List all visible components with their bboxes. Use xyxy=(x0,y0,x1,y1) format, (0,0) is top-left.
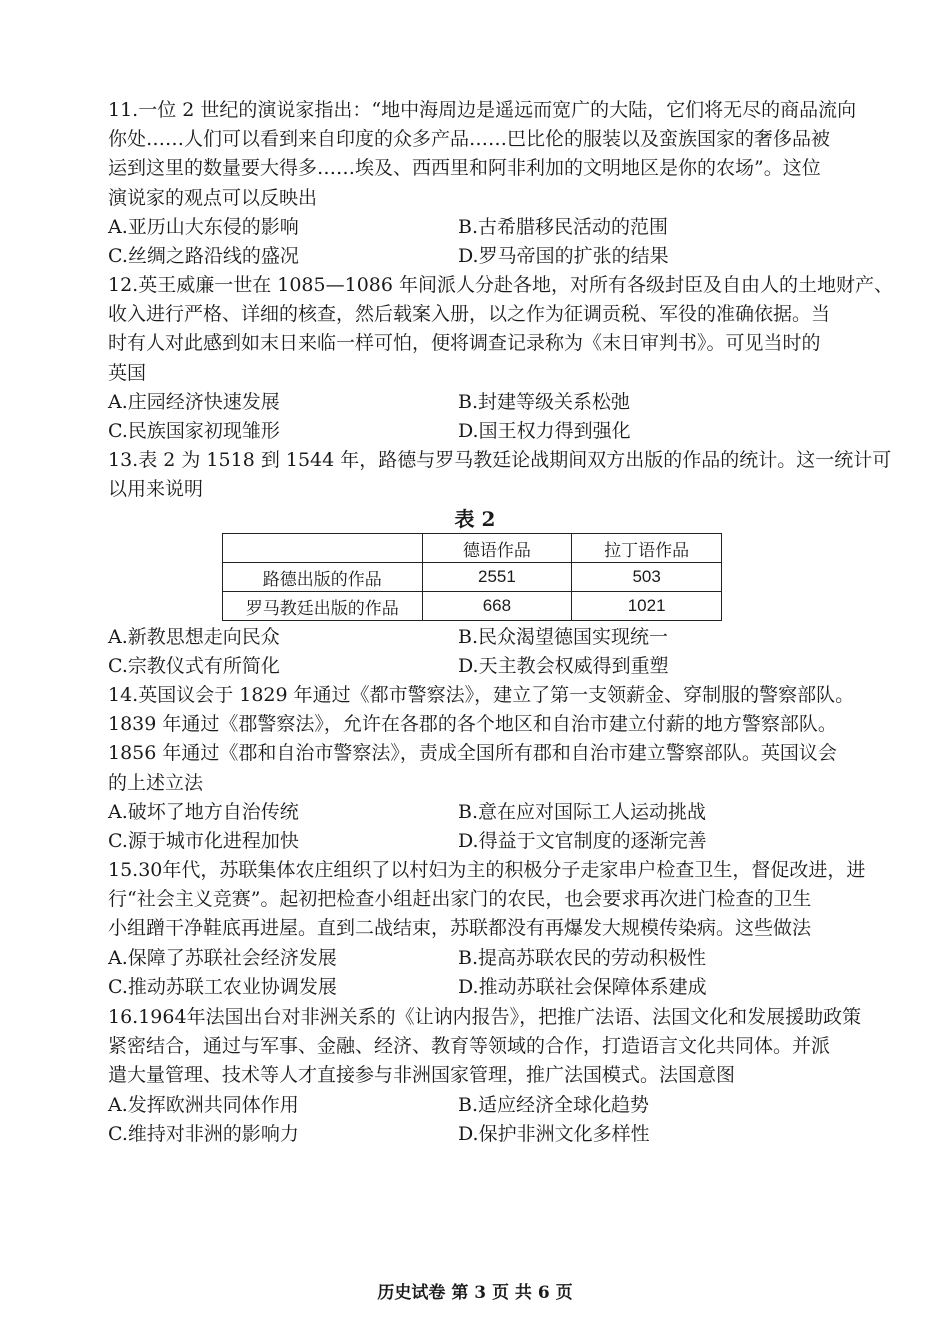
question-13-line-1: 13.表 2 为 1518 到 1544 年，路德与罗马教廷论战期间双方出版的作品的统计。这一统计可 xyxy=(108,449,892,471)
question-11-line-1: 11.一位 2 世纪的演说家指出：“地中海周边是遥远而宽广的大陆，它们将无尽的商品流向 xyxy=(108,99,857,121)
question-16-options-row-2 xyxy=(108,1120,868,1149)
question-11 xyxy=(108,96,868,271)
question-15-option-a: A.保障了苏联社会经济发展 xyxy=(108,946,337,969)
question-16-option-c: C.维持对非洲的影响力 xyxy=(108,1122,299,1145)
question-15-options-row-1 xyxy=(108,944,868,973)
table-row xyxy=(223,563,722,592)
question-13-option-c: C.宗教仪式有所简化 xyxy=(108,655,280,678)
table-header-german: 德语作品 xyxy=(422,534,572,563)
table-cell-latin: 503 xyxy=(572,563,722,592)
question-12-line-1: 12.英王威廉一世在 1085—1086 年间派人分赴各地，对所有各级封臣及自由人的土地财产、 xyxy=(108,274,894,296)
question-14-option-c: C.源于城市化进程加快 xyxy=(108,830,299,852)
question-11-line-2: 你处……人们可以看到来自印度的众多产品……巴比伦的服装以及蛮族国家的奢侈品被 xyxy=(108,128,831,151)
table-row-label: 罗马教廷出版的作品 xyxy=(223,592,423,621)
table-row xyxy=(223,592,722,621)
question-14-line-1: 14.英国议会于 1829 年通过《都市警察法》，建立了第一支领薪金、穿制服的警察部队。 xyxy=(108,684,855,706)
question-14-line-3: 1856 年通过《郡和自治市警察法》，责成全国所有郡和自治市建立警察部队。英国议会 xyxy=(108,742,837,765)
question-15-option-d: D.推动苏联社会保障体系建成 xyxy=(458,975,707,998)
question-12-options-row-2 xyxy=(108,417,868,446)
question-16 xyxy=(108,1003,868,1149)
page-footer: 历史试卷 第 3 页 共 6 页 xyxy=(377,1283,573,1303)
question-13-options xyxy=(108,623,868,681)
question-12-line-2: 收入进行严格、详细的核查，然后载案入册，以之作为征调贡税、军役的准确依据。当 xyxy=(108,303,831,326)
question-16-option-b: B.适应经济全球化趋势 xyxy=(458,1093,650,1116)
question-11-line-4: 演说家的观点可以反映出 xyxy=(108,186,318,209)
question-16-line-3: 遣大量管理、技术等人才直接参与非洲国家管理，推广法国模式。法国意图 xyxy=(108,1064,736,1087)
question-14-options-row-1 xyxy=(108,798,868,827)
question-16-line-2: 紧密结合，通过与军事、金融、经济、教育等领域的合作，打造语言文化共同体。并派 xyxy=(108,1035,831,1058)
question-16-options-row-1 xyxy=(108,1091,868,1120)
table-header-row xyxy=(223,534,722,563)
question-14-options-row-2 xyxy=(108,827,868,856)
question-12-option-d: D.国王权力得到强化 xyxy=(458,420,631,442)
table-2-title: 表 2 xyxy=(454,507,496,531)
question-14-option-b: B.意在应对国际工人运动挑战 xyxy=(458,800,707,823)
table-2 xyxy=(222,533,722,621)
question-13-option-b: B.民众渴望德国实现统一 xyxy=(458,626,669,648)
table-header-latin: 拉丁语作品 xyxy=(572,534,722,563)
question-15-option-c: C.推动苏联工农业协调发展 xyxy=(108,975,337,998)
question-12-option-c: C.民族国家初现雏形 xyxy=(108,420,280,442)
question-11-option-c: C.丝绸之路沿线的盛况 xyxy=(108,245,299,267)
question-11-line-3: 运到这里的数量要大得多……埃及、西西里和阿非利加的文明地区是你的农场”。这位 xyxy=(108,157,821,180)
question-11-option-a: A.亚历山大东侵的影响 xyxy=(108,215,299,238)
question-12 xyxy=(108,271,894,446)
question-11-option-d: D.罗马帝国的扩张的结果 xyxy=(458,245,669,267)
question-13-options-row-2 xyxy=(108,652,868,681)
table-cell-german: 2551 xyxy=(422,563,572,592)
question-14-option-a: A.破坏了地方自治传统 xyxy=(108,800,299,823)
question-15-line-1: 15.30年代，苏联集体农庄组织了以村妇为主的积极分子走家串户检查卫生，督促改进，进 xyxy=(108,859,866,881)
question-14-option-d: D.得益于文官制度的逐渐完善 xyxy=(458,830,707,852)
question-16-option-a: A.发挥欧洲共同体作用 xyxy=(108,1093,299,1116)
table-row-label: 路德出版的作品 xyxy=(223,563,423,592)
question-11-options-row-1 xyxy=(108,213,868,242)
question-13 xyxy=(108,446,892,504)
question-15-line-2: 行“社会主义竞赛”。起初把检查小组赶出家门的农民，也会要求再次进门检查的卫生 xyxy=(108,888,812,911)
question-16-option-d: D.保护非洲文化多样性 xyxy=(458,1122,650,1145)
table-header-empty xyxy=(223,534,423,563)
question-13-options-row-1 xyxy=(108,623,868,652)
question-12-options-row-1 xyxy=(108,388,868,417)
question-15 xyxy=(108,856,868,1002)
question-14-line-2: 1839 年通过《郡警察法》，允许在各郡的各个地区和自治市建立付薪的地方警察部队。 xyxy=(108,713,837,736)
table-cell-german: 668 xyxy=(422,592,572,621)
question-14-line-4: 的上述立法 xyxy=(108,771,204,794)
question-12-line-3: 时有人对此感到如末日来临一样可怕，便将调查记录称为《末日审判书》。可见当时的 xyxy=(108,332,821,355)
table-cell-latin: 1021 xyxy=(572,592,722,621)
question-12-line-4: 英国 xyxy=(108,361,147,384)
question-15-options-row-2 xyxy=(108,973,868,1002)
question-15-option-b: B.提高苏联农民的劳动积极性 xyxy=(458,946,707,969)
question-11-options-row-2 xyxy=(108,242,868,271)
question-12-option-a: A.庄园经济快速发展 xyxy=(108,390,280,413)
question-13-line-2: 以用来说明 xyxy=(108,478,204,501)
question-12-option-b: B.封建等级关系松弛 xyxy=(458,390,631,413)
question-13-option-a: A.新教思想走向民众 xyxy=(108,626,280,648)
question-14 xyxy=(108,681,868,856)
question-13-option-d: D.天主教会权威得到重塑 xyxy=(458,655,669,678)
question-16-line-1: 16.1964年法国出台对非洲关系的《让讷内报告》，把推广法语、法国文化和发展援助政策 xyxy=(108,1006,862,1028)
question-11-option-b: B.古希腊移民活动的范围 xyxy=(458,215,669,238)
question-15-line-3: 小组蹭干净鞋底再进屋。直到二战结束，苏联都没有再爆发大规模传染病。这些做法 xyxy=(108,917,812,940)
